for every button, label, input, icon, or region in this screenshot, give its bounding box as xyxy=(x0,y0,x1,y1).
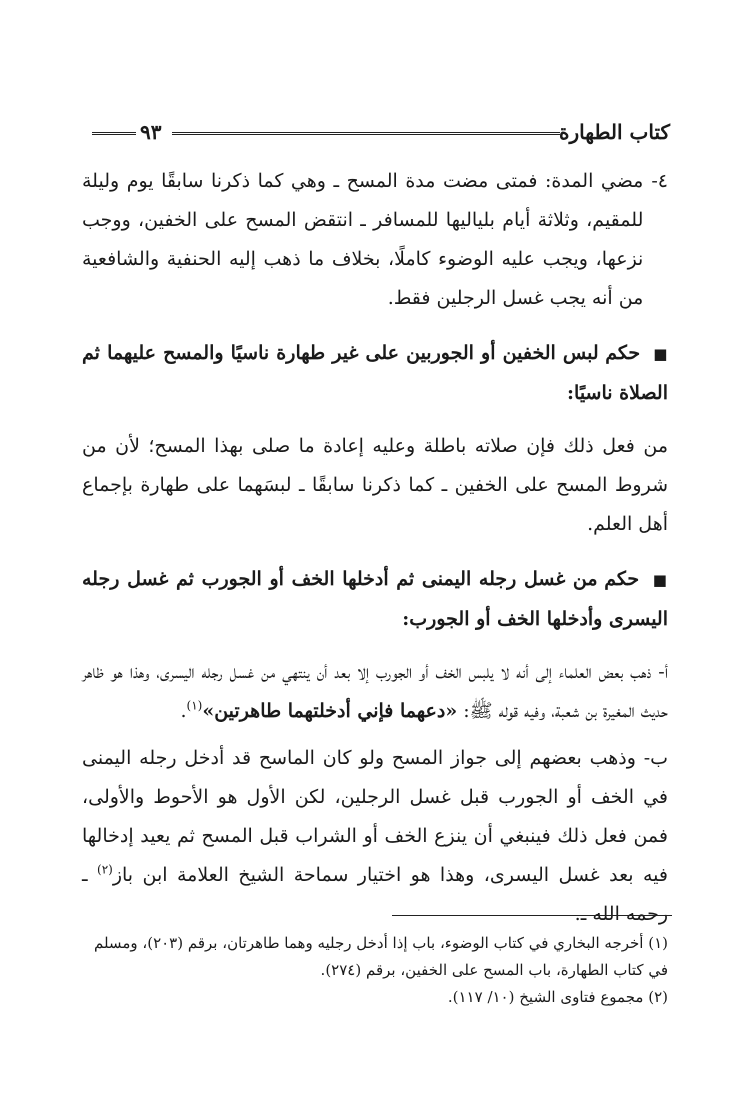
hadith-quote: «دعهما فإني أدخلتهما طاهرتين» xyxy=(202,700,458,722)
square-bullet-icon: ■ xyxy=(653,345,668,363)
paragraph-option-a xyxy=(82,653,668,731)
footnote-1: (١) أخرجه البخاري في كتاب الوضوء، باب إذا أدخل رجليه وهما طاهرتان، برقم (٢٠٣)، ومسلم في كتاب الطهارة، باب المسح على الخفين، برقم (٢٧٤). xyxy=(93,934,668,979)
footnote-ref: (١) xyxy=(186,698,203,713)
item-number: ٤- xyxy=(651,170,668,192)
paragraph-end: . xyxy=(180,700,187,722)
chapter-title: كتاب الطهارة xyxy=(559,120,670,144)
header-rule xyxy=(172,132,560,137)
running-header xyxy=(92,120,670,150)
paragraph-text: ب- وذهب بعضهم إلى جواز المسح ولو كان الماسح قد أدخل رجله اليمنى في الخف أو الجورب قبل غسل الرجلين، لكن الأول هو الأحوط والأولى، فمن فعل ذلك فينبغي أن ينزع الخف أو الشراب قبل المسح ثم يعيد إدخالها فيه بعد غسل اليسرى، وهذا هو اختيار سماحة الشيخ العلامة ابن باز xyxy=(82,747,668,886)
paragraph-text: من فعل ذلك فإن صلاته باطلة وعليه إعادة ما صلى بهذا المسح؛ لأن من شروط المسح على الخفين ـ كما ذكرنا سابقًا ـ لبسَهما على طهارة بإجماع أهل العلم. xyxy=(82,435,668,535)
square-bullet-icon: ■ xyxy=(652,571,668,589)
heading-text: حكم لبس الخفين أو الجوربين على غير طهارة ناسيًا والمسح عليهما ثم الصلاة ناسيًا: xyxy=(82,342,668,404)
paragraph-end: ـ رحمه الله ـ. xyxy=(82,864,668,925)
footnote-2: (٢) مجموع فتاوى الشيخ (١٠/ ١١٧). xyxy=(447,988,668,1006)
header-rule-short xyxy=(92,132,136,137)
footnotes xyxy=(82,930,668,1011)
page-body xyxy=(82,162,668,934)
footnote-ref: (٢) xyxy=(97,862,113,877)
section-heading xyxy=(82,560,668,639)
paragraph xyxy=(82,427,668,544)
section-heading xyxy=(82,334,668,413)
paragraph-option-b xyxy=(82,739,668,934)
paragraph-item-4 xyxy=(82,162,668,318)
paragraph-text: أ- ذهب بعض العلماء إلى أنه لا يلبس الخف أو الجورب إلا بعد أن ينتهي من غسل رجله اليسرى، وهذا هو ظاهر حديث المغيرة بن شعبة، وفيه قوله ﷺ: xyxy=(82,661,668,722)
paragraph-text: مضي المدة: فمتى مضت مدة المسح ـ وهي كما ذكرنا سابقًا يوم وليلة للمقيم، وثلاثة أيام بلياليها للمسافر ـ انتقض المسح على الخفين، ووجب نزعها، ويجب عليه الوضوء كاملًا، بخلاف ما ذهب إليه الحنفية والشافعية من أنه يجب غسل الرجلين فقط. xyxy=(82,170,644,309)
page-number: ٩٣ xyxy=(140,120,162,144)
footnote-separator xyxy=(392,915,672,916)
heading-text: حكم من غسل رجله اليمنى ثم أدخلها الخف أو الجورب ثم غسل رجله اليسرى وأدخلها الخف أو الجورب: xyxy=(82,568,668,630)
